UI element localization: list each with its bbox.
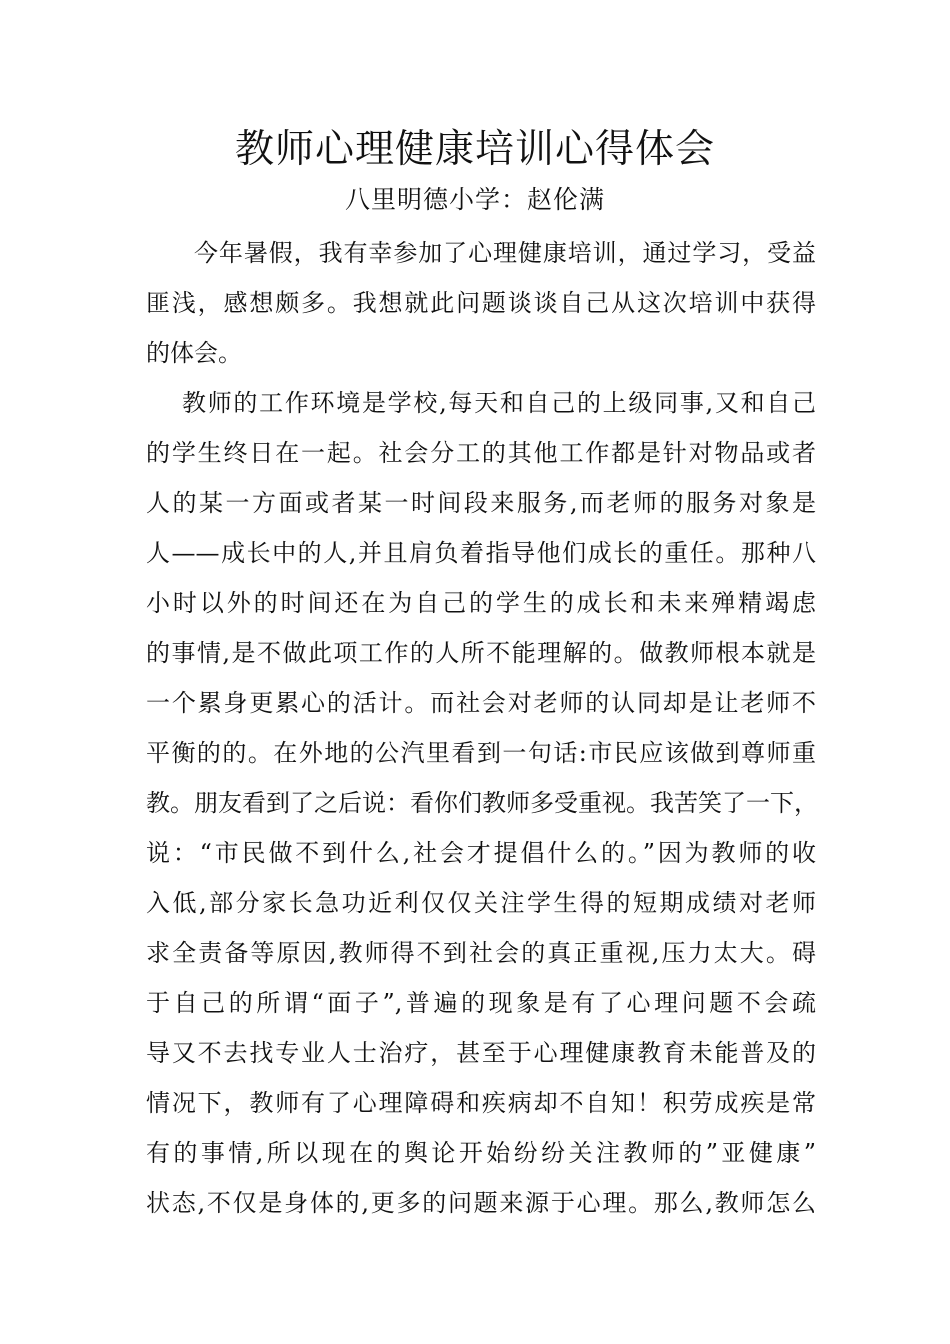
text-line: 人的某一方面或者某一时间段来服务,而老师的服务对象是 xyxy=(146,489,816,517)
text-line: 说：“市民做不到什么,社会才提倡什么的。”因为教师的收 xyxy=(146,839,816,867)
text-line: 教师的工作环境是学校,每天和自己的上级同事,又和自己 xyxy=(182,389,816,417)
document-title: 教师心理健康培训心得体会 xyxy=(234,127,715,172)
text-line: 平衡的的。在外地的公汽里看到一句话:市民应该做到尊师重 xyxy=(146,739,816,767)
text-line: 有的事情,所以现在的舆论开始纷纷关注教师的”亚健康” xyxy=(146,1139,816,1167)
text-line: 小时以外的时间还在为自己的学生的成长和未来殚精竭虑 xyxy=(146,589,816,617)
text-line: 今年暑假，我有幸参加了心理健康培训，通过学习，受益 xyxy=(194,239,816,267)
text-line: 教。朋友看到了之后说：看你们教师多受重视。我苦笑了一下， xyxy=(146,789,818,817)
text-line: 求全责备等原因,教师得不到社会的真正重视,压力太大。碍 xyxy=(146,939,816,967)
text-line: 的事情,是不做此项工作的人所不能理解的。做教师根本就是 xyxy=(146,639,816,667)
text-line: 状态,不仅是身体的,更多的问题来源于心理。那么,教师怎么 xyxy=(146,1189,816,1217)
text-line: 情况下，教师有了心理障碍和疾病却不自知！积劳成疾是常 xyxy=(146,1089,816,1117)
author-byline: 八里明德小学：赵伦满 xyxy=(344,185,605,214)
text-line: 导又不去找专业人士治疗，甚至于心理健康教育未能普及的 xyxy=(146,1039,816,1067)
text-line: 匪浅，感想颇多。我想就此问题谈谈自己从这次培训中获得 xyxy=(146,289,816,317)
document-body xyxy=(146,228,816,1228)
paragraph xyxy=(146,228,816,378)
text-line: 人——成长中的人,并且肩负着指导他们成长的重任。那种八 xyxy=(146,539,816,567)
text-line: 于自己的所谓“面子”,普遍的现象是有了心理问题不会疏 xyxy=(146,989,816,1017)
text-line: 的体会。 xyxy=(146,339,242,367)
text-line: 入低,部分家长急功近利仅仅关注学生得的短期成绩对老师 xyxy=(146,889,816,917)
text-line: 一个累身更累心的活计。而社会对老师的认同却是让老师不 xyxy=(146,689,816,717)
text-line: 的学生终日在一起。社会分工的其他工作都是针对物品或者 xyxy=(146,439,816,467)
paragraph xyxy=(146,378,816,1228)
